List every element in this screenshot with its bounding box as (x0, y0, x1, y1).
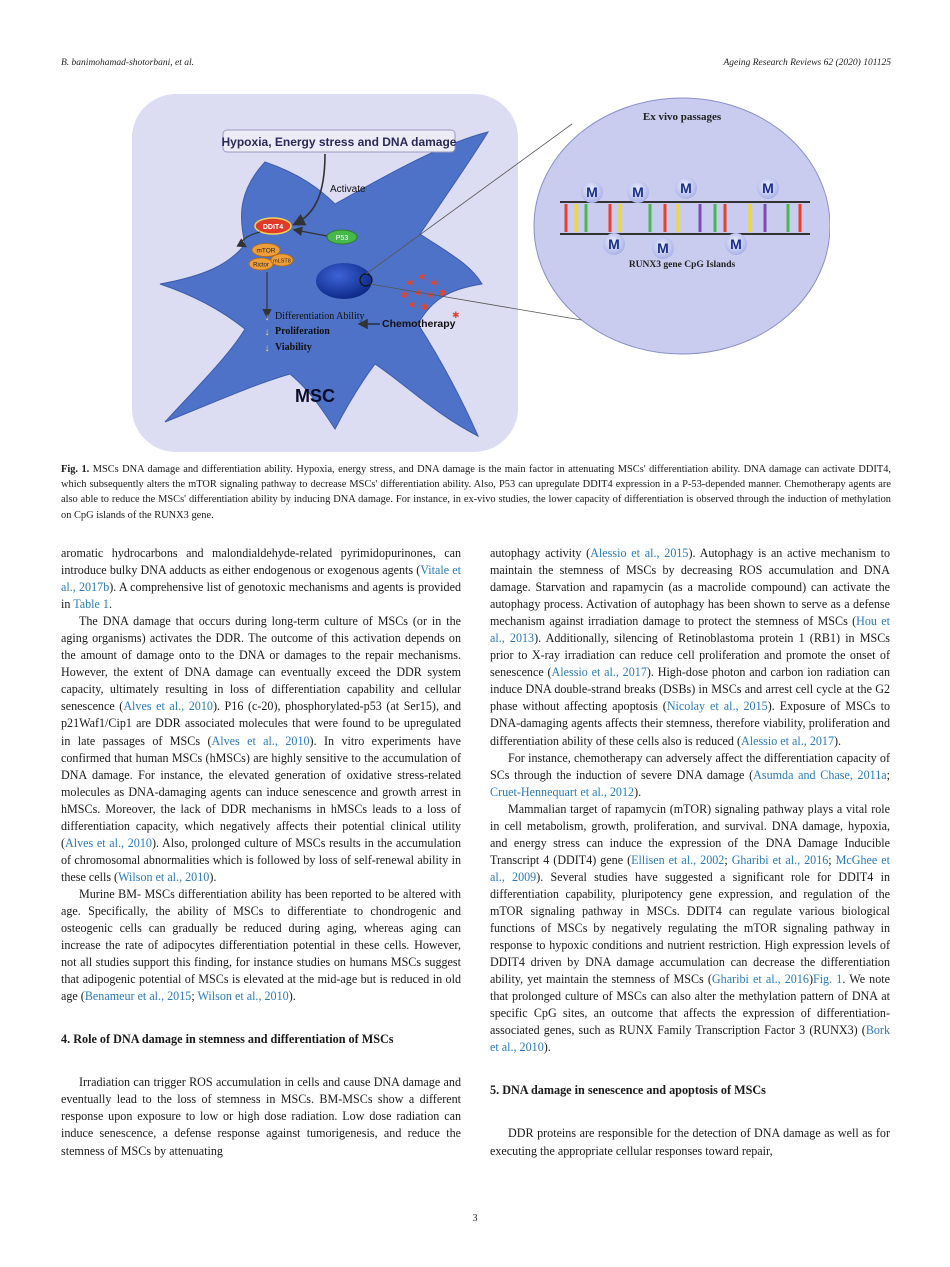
inset-title: Ex vivo passages (642, 111, 722, 123)
citation-link[interactable]: Cruet-Hennequart et al., 2012 (490, 784, 635, 799)
activate-label: Activate (330, 184, 366, 195)
nucleus (316, 263, 372, 299)
differentiation-label: Differentiation Ability (275, 311, 365, 322)
star-icon: ✱ (421, 303, 429, 313)
stress-label: Hypoxia, Energy stress and DNA damage (221, 135, 457, 149)
page-number: 3 (472, 1213, 478, 1224)
citation-link[interactable]: McGhee et al., 2009 (490, 852, 891, 884)
msc-label: MSC (295, 386, 335, 406)
section-heading-5: 5. DNA damage in senescence and apoptosis of MSCs (490, 1083, 766, 1098)
citation-link[interactable]: Alessio et al., 2017 (551, 665, 647, 680)
star-icon: ✱ (452, 311, 460, 321)
citation-link[interactable]: Wilson et al., 2010 (118, 869, 210, 884)
star-icon: ✱ (439, 289, 447, 299)
figure-link[interactable]: Fig. 1 (812, 972, 843, 987)
citation-link[interactable]: Alessio et al., 2017 (740, 733, 835, 748)
paragraph: The DNA damage that occurs during long-term culture of MSCs (or in the aging organisms) activates the DDR. The outcome of this activation depends on the amount of damage onto to the DNA or damages to the repair mechanisms. However, the extent of DNA damage can eventually exceed the DDR system capacity, ultimately resulting in loss of differentiation capability and cellular senescence (Alves et al., 2010). P16 (c-20), phosphorylated-p53 (at Ser15), and p21Waf1/Cip1 are DDR associated molecules that were found to be upregulated in late passages of MSCs (Alves et al., 2010). In vitro experiments have confirmed that human MSCs (hMSCs) are highly sensitive to the accumulation of DNA damage. For instance, the elevated generation of oxidative stress-related molecules as DNA-damaging agents can induce senescence and growth arrest in hMSCs. Moreover, the lack of DDR mechanisms in hMSCs leads to a loss of differentiation capacity, which negatively affects their potential clinical utility (Alves et al., 2010). Also, prolonged culture of MSCs results in the accumulation of chromosomal abnormalities which is followed by loss of self-renewal ability in these cells (Wilson et al., 2010). (61, 614, 462, 884)
paragraph: autophagy activity (Alessio et al., 2015). Autophagy is an active mechanism to maintain the stemness of MSCs by decreasing ROS accumulation and DNA damage. Starvation and rapamycin (as a macrolide compound) can activate the autophagy process. Activation of autophagy has been shown to serve as a defense mechanism against irradiation damage to protect the stemness of MSCs (Hou et al., 2013). Additionally, silencing of Retinoblastoma protein 1 (RB1) in MSCs prior to X-ray irradiation can reduce cell proliferation and promote the onset of senescence (Alessio et al., 2017). High-dose photon and carbon ion radiation can induce DNA double-strand breaks (DSBs) in MSCs and arrest cell cycle at the G2 phase without affecting apoptosis (Nicolay et al., 2015). Exposure of MSCs to DNA-damaging agents affects their stemness, therefore viability, proliferation and differentiation ability of these cells also is reduced (Alessio et al., 2017). (490, 546, 891, 748)
star-icon: ✱ (408, 301, 416, 311)
paragraph: Irradiation can trigger ROS accumulation in cells and cause DNA damage and eventually lead to the loss of stemness in MSCs. BM-MSCs show a different response upon exposure to low or high dose radiation. Low dose radiation can induce senescence, a defense response against tumorigenesis, and reduce the stemness of MSCs by attenuating (61, 1075, 461, 1158)
inset-circle (534, 98, 830, 354)
proliferation-label: Proliferation (275, 326, 330, 337)
citation-link[interactable]: Alves et al., 2010 (123, 699, 213, 714)
citation-link[interactable]: Gharibi et al., 2016 (731, 852, 829, 867)
chemotherapy-label: Chemotherapy (382, 318, 456, 330)
ddit4-label: DDIT4 (262, 224, 284, 231)
figure-1 (120, 84, 830, 454)
star-icon: ✱ (418, 273, 426, 283)
paragraph: Murine BM- MSCs differentiation ability has been reported to be altered with age. Specifically, the ability of MSCs to differentiate to chondrogenic and osteogenic cells can gradually be reduced during aging, whereas aging can increase the rate of adipocytes differentiation potential in these cells. However, not all studies support this finding, for instance studies on humans MSCs suggest that adipogenic potential of MSCs is elevated at the mid-age but is reduced in old age (Benameur et al., 2015; Wilson et al., 2010). (61, 886, 461, 1004)
paragraph: aromatic hydrocarbons and malondialdehyde-related pyrimidopurinones, can introduce bulky DNA adducts as either endogenous or exogenous agents (Vitale et al., 2017b). A comprehensive list of genotoxic mechanisms and agents is provided in Table 1. (61, 546, 461, 612)
down-arrow-icon: ↓ (264, 343, 270, 354)
viability-label: Viability (275, 342, 312, 353)
citation-link[interactable]: Ellisen et al., 2002 (631, 852, 725, 867)
star-icon: ✱ (401, 291, 409, 301)
methyl-mark: M (657, 240, 669, 256)
mlst8-label: mLST8 (273, 258, 291, 265)
citation-link[interactable]: Bork et al., 2010 (490, 1023, 890, 1055)
citation-link[interactable]: Alessio et al., 2015 (590, 546, 689, 560)
inset-gene-label: RUNX3 gene CpG Islands (628, 260, 736, 270)
citation-link[interactable]: Wilson et al., 2010 (197, 989, 289, 1004)
running-header (61, 58, 891, 68)
citation-link[interactable]: Vitale et al., 2017b (61, 563, 461, 595)
star-icon: ✱ (426, 291, 434, 301)
methyl-mark: M (608, 236, 620, 252)
paragraph: Mammalian target of rapamycin (mTOR) signaling pathway plays a vital role in cell metabolism, growth, proliferation, and survival. DNA damage, hypoxia, and energy stress can induce the expression of the DNA Damage Inducible Transcript 4 (DDIT4) gene (Ellisen et al., 2002; Gharibi et al., 2016; McGhee et al., 2009). Several studies have suggested a significant role for DDIT4 in differentiation capability, pluripotency gene expression, and regulation of the mTOR signaling pathway in MSCs. DDIT4 can regulate various biological functions of MSCs by negatively regulating the mTOR signaling pathway in response to hypoxic conditions and nutrient restriction. High expression levels of DDIT4 driven by DNA damage accumulation can decrease the differentiation ability, yet maintain the stemness of MSCs (Gharibi et al., 2016)Fig. 1. We note that prolonged culture of MSCs can also alter the methylation pattern of DNA at specific CpG sites, an outcome that affects the expression of differentiation-associated genes, such as RUNX Family Transcription Factor 3 (RUNX3) (Bork et al., 2010). (490, 801, 891, 1055)
caption-label: Fig. 1. (61, 464, 90, 475)
down-arrow-icon: ↓ (264, 312, 270, 323)
header-authors: B. banimohamad-shotorbani, et al. (61, 58, 194, 68)
citation-link[interactable]: Gharibi et al., 2016 (711, 972, 809, 987)
p53-label: P53 (335, 235, 349, 242)
methyl-mark: M (680, 180, 692, 196)
citation-link[interactable]: Asumda and Chase, 2011a (753, 767, 887, 782)
mtor-label: mTOR (256, 247, 276, 255)
citation-link[interactable]: Alves et al., 2010 (65, 835, 152, 850)
table-link[interactable]: Table 1 (73, 597, 109, 612)
star-icon: ✱ (414, 289, 422, 299)
methyl-mark: M (762, 180, 774, 196)
citation-link[interactable]: Benameur et al., 2015 (84, 989, 192, 1004)
star-icon: ✱ (430, 279, 438, 289)
methyl-mark: M (586, 184, 598, 200)
citation-link[interactable]: Nicolay et al., 2015 (666, 699, 768, 714)
right-column (490, 545, 890, 1160)
section-heading-4: 4. Role of DNA damage in stemness and differentiation of MSCs (61, 1032, 394, 1047)
left-column (61, 545, 461, 1160)
figure-caption (61, 462, 891, 523)
star-icon: ✱ (406, 279, 414, 289)
paragraph: DDR proteins are responsible for the detection of DNA damage as well as for executing the appropriate cellular responses toward repair, (490, 1126, 890, 1158)
down-arrow-icon: ↓ (264, 327, 270, 338)
figure-illustration (120, 84, 830, 454)
rictor-label: Rictor (253, 262, 269, 269)
caption-text: MSCs DNA damage and differentiation ability. Hypoxia, energy stress, and DNA damage is the main factor in attenuating MSCs' differentiation ability. DNA damage can activate DDIT4, which subsequently alters the mTOR signaling pathway to decrease MSCs' differentiation ability. Also, P53 can upregulate DDIT4 expression in a P-53-depended manner. Chemotherapy agents are also able to reduce the MSCs' differentiation ability by inducing DNA damage. For instance, in ex-vivo studies, the lower capacity of differentiation is observed through the induction of methylation on CpG islands of the RUNX3 gene. (61, 464, 891, 521)
methyl-mark: M (632, 184, 644, 200)
citation-link[interactable]: Alves et al., 2010 (211, 733, 310, 748)
paragraph: For instance, chemotherapy can adversely affect the differentiation capacity of SCs through the induction of severe DNA damage (Asumda and Chase, 2011a; Cruet-Hennequart et al., 2012). (490, 750, 891, 799)
header-journal: Ageing Research Reviews 62 (2020) 101125 (723, 58, 891, 68)
citation-link[interactable]: Hou et al., 2013 (490, 614, 890, 646)
methyl-mark: M (730, 236, 742, 252)
